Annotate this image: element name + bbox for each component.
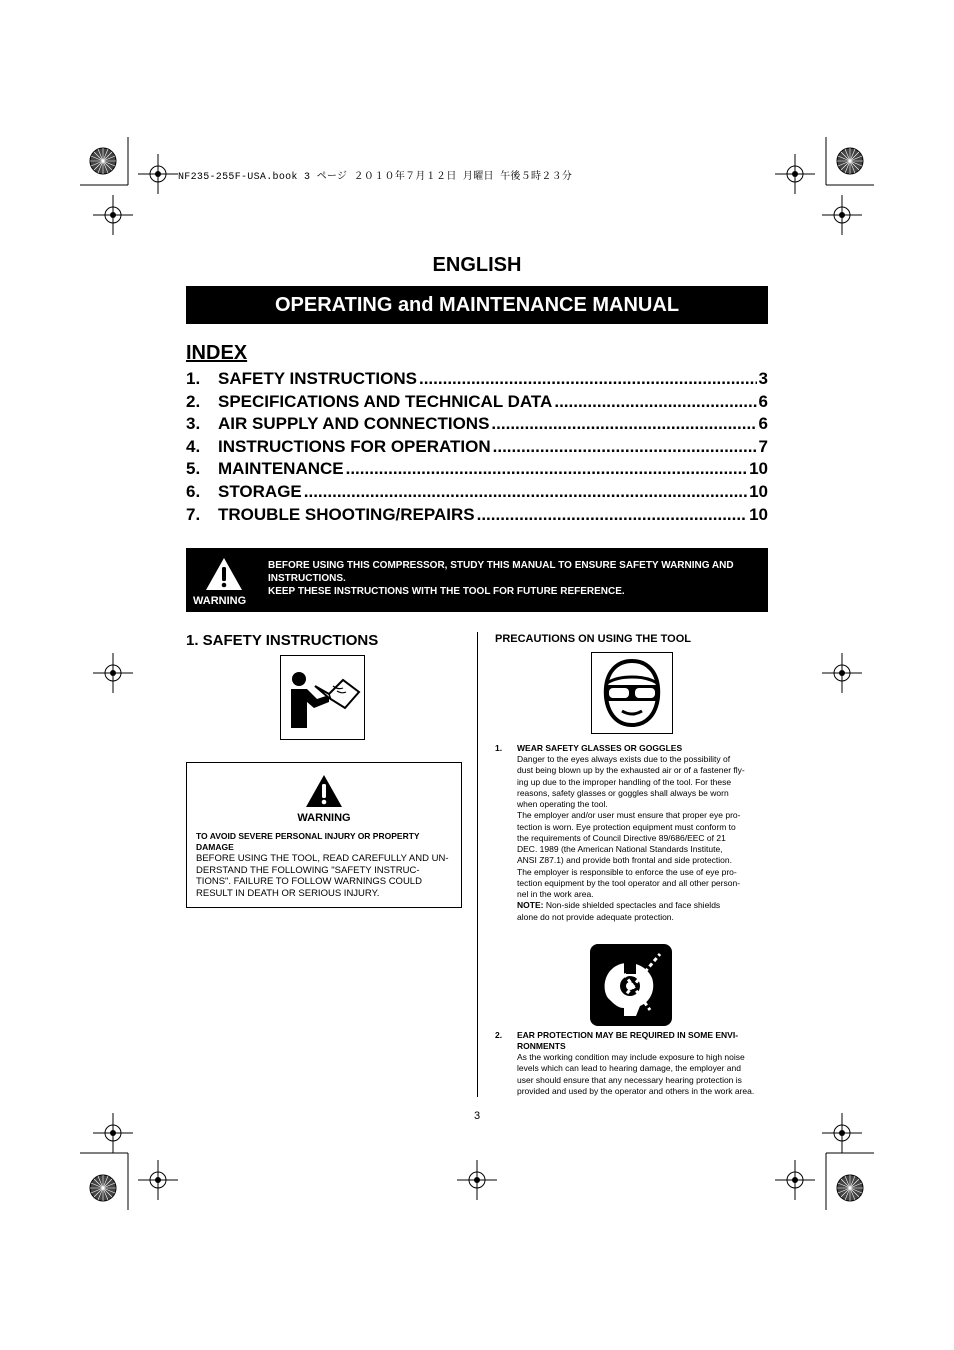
note-label: NOTE: — [517, 900, 544, 911]
heading-line: EAR PROTECTION MAY BE REQUIRED IN SOME ENVI- — [517, 1030, 739, 1040]
warning-text-keep-instructions: KEEP THESE INSTRUCTIONS WITH THE TOOL FOR FUTURE REFERENCE. — [268, 586, 625, 597]
precautions-heading: PRECAUTIONS ON USING THE TOOL — [495, 633, 691, 645]
manual-title: OPERATING and MAINTENANCE MANUAL — [274, 293, 680, 316]
item-body-ear-protection — [517, 1052, 772, 1097]
toc-number: 4. — [186, 436, 201, 456]
warning-text-line: DERSTAND THE FOLLOWING "SAFETY INSTRUC- — [196, 864, 420, 876]
language-heading: ENGLISH — [432, 254, 522, 276]
toc-page: 7 — [758, 436, 768, 456]
body-line: tection equipment by the tool operator and all other person- — [517, 877, 741, 888]
print-header-line: NF235-255F-USA.book 3 ページ ２０１０年７月１２日 月曜日 午後５時２３分 — [178, 172, 573, 183]
body-line: tection is worn. Eye protection equipment must conform to — [517, 821, 736, 832]
item-number: 1. — [495, 743, 503, 753]
toc-page: 10 — [749, 504, 768, 524]
body-line: nel in the work area. — [517, 889, 594, 899]
note-line — [517, 900, 772, 911]
toc-leader-dots — [493, 437, 757, 457]
body-line: The employer and/or user must ensure that proper eye pro- — [517, 810, 741, 821]
toc-number: 2. — [186, 391, 201, 411]
toc-label: TROUBLE SHOOTING/REPAIRS — [218, 504, 475, 524]
toc-label: INSTRUCTIONS FOR OPERATION — [218, 436, 491, 456]
compressor-warning-banner — [186, 548, 768, 612]
toc-number: 1. — [186, 369, 201, 388]
read-manual-icon-box — [280, 655, 365, 740]
warning-text-line: TIONS". FAILURE TO FOLLOW WARNINGS COULD — [196, 876, 422, 887]
body-line: DEC. 1989 (the American National Standards Institute, — [517, 844, 723, 854]
toc-page: 3 — [758, 369, 768, 388]
body-line: the requirements of Council Directive 89/686/EEC of 21 — [517, 832, 726, 843]
column-divider — [477, 632, 478, 1097]
warning-text-line: RESULT IN DEATH OR SERIOUS INJURY. — [196, 887, 380, 899]
body-line: ing up due to the improper handling of the tool. For these — [517, 776, 732, 787]
body-line: alone do not provide adequate protection. — [517, 911, 674, 922]
toc-leader-dots — [346, 459, 747, 479]
toc-number: 7. — [186, 504, 201, 524]
item-body-goggles — [517, 754, 772, 923]
note-text: Non-side shielded spectacles and face shields — [543, 900, 721, 911]
item-heading-ear-protection — [517, 1030, 772, 1052]
safety-goggles-icon-box — [591, 652, 673, 734]
index-heading: INDEX — [186, 342, 248, 364]
toc-page: 6 — [758, 414, 768, 434]
warning-label: WARNING — [193, 595, 247, 607]
body-line: when operating the tool. — [517, 799, 608, 809]
table-of-contents — [186, 369, 768, 527]
warning-label: WARNING — [297, 812, 351, 824]
body-line: ANSI Z87.1) and provide both frontal and side protection. — [517, 855, 732, 866]
toc-number: 6. — [186, 481, 201, 501]
body-line: dust being blown up by the exhausted air or of a fastener fly- — [517, 765, 745, 776]
body-line: levels which can lead to hearing damage, the employer and — [517, 1063, 741, 1074]
toc-leader-dots — [554, 392, 756, 412]
warning-bold-line: TO AVOID SEVERE PERSONAL INJURY OR PROPERTY — [196, 831, 420, 841]
warning-triangle-icon — [305, 774, 343, 808]
toc-label: SAFETY INSTRUCTIONS — [218, 369, 417, 388]
toc-label: STORAGE — [218, 481, 302, 501]
body-line: The employer is responsible to enforce the use of eye pro- — [517, 866, 737, 877]
ear-protection-icon — [590, 944, 672, 1026]
safety-warning-box — [186, 762, 462, 908]
item-number: 2. — [495, 1030, 503, 1040]
toc-row[interactable] — [186, 482, 768, 505]
toc-leader-dots — [491, 414, 756, 434]
warning-text-line: BEFORE USING THE TOOL, READ CAREFULLY AND UN- — [196, 853, 449, 864]
toc-row[interactable] — [186, 414, 768, 437]
toc-label: AIR SUPPLY AND CONNECTIONS — [218, 414, 490, 434]
toc-row[interactable] — [186, 505, 768, 528]
body-line: reasons, safety glasses or goggles shall always be worn — [517, 787, 729, 798]
toc-row[interactable] — [186, 459, 768, 482]
toc-page: 6 — [758, 391, 768, 411]
toc-row[interactable] — [186, 392, 768, 415]
page-number: 3 — [473, 1110, 481, 1122]
toc-label: MAINTENANCE — [218, 459, 344, 479]
toc-leader-dots — [419, 369, 757, 389]
warning-triangle-icon — [205, 557, 243, 591]
toc-label: SPECIFICATIONS AND TECHNICAL DATA — [218, 391, 553, 411]
toc-page: 10 — [749, 481, 768, 501]
body-line: Danger to the eyes always exists due to the possibility of — [517, 754, 731, 764]
toc-row[interactable] — [186, 437, 768, 460]
body-line: provided and used by the operator and others in the work area. — [517, 1085, 755, 1096]
safety-goggles-icon — [592, 653, 672, 733]
toc-page: 10 — [749, 459, 768, 479]
manual-title-bar — [186, 286, 768, 324]
toc-leader-dots — [304, 482, 747, 502]
toc-row[interactable] — [186, 369, 768, 392]
warning-text-study-manual: BEFORE USING THIS COMPRESSOR, STUDY THIS MANUAL TO ENSURE SAFETY WARNING AND INSTRUCTIONS. — [268, 560, 734, 584]
ear-protection-icon-box — [590, 944, 672, 1026]
heading-line: RONMENTS — [517, 1041, 566, 1051]
body-line: As the working condition may include exposure to high noise — [517, 1052, 745, 1062]
read-manual-icon — [281, 656, 364, 739]
warning-bold-line: DAMAGE — [196, 842, 234, 852]
item-heading-goggles: WEAR SAFETY GLASSES OR GOGGLES — [517, 743, 683, 753]
body-line: user should ensure that any necessary hearing protection is — [517, 1074, 742, 1085]
toc-number: 3. — [186, 414, 201, 434]
safety-section-heading: 1. SAFETY INSTRUCTIONS — [186, 632, 379, 649]
toc-number: 5. — [186, 459, 201, 479]
toc-leader-dots — [477, 505, 747, 525]
